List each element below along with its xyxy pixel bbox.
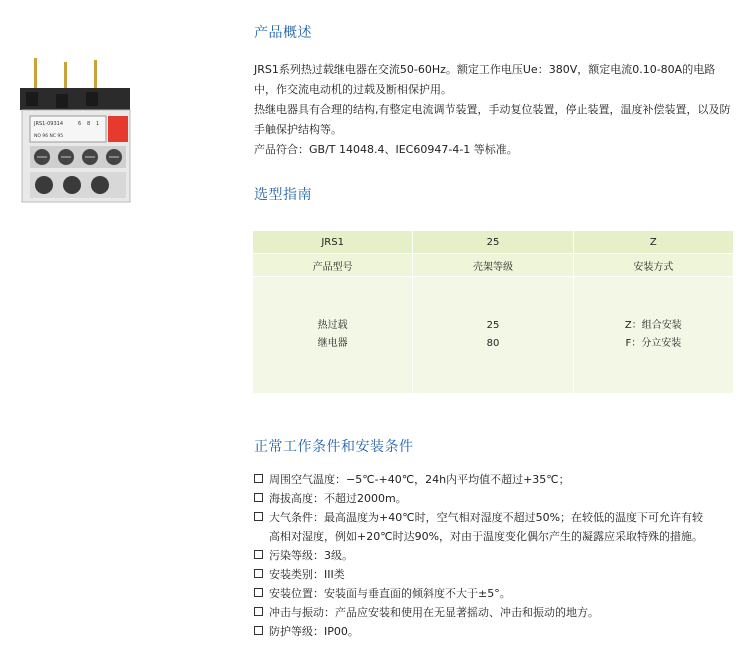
checkbox-icon — [254, 493, 263, 502]
list-item — [254, 508, 738, 546]
condition-text: 安装位置：安装面与垂直面的倾斜度不大于±5°。 — [269, 587, 511, 600]
condition-text: 大气条件：最高温度为+40℃时，空气相对湿度不超过50%；在较低的温度下可允许有较 — [269, 511, 704, 524]
condition-text: 防护等级：IP00。 — [269, 625, 359, 638]
relay-model-text: JRS1-09314 — [34, 121, 64, 127]
table-row — [253, 231, 734, 254]
relay-pin — [64, 62, 67, 92]
overview-text — [254, 60, 736, 160]
relay-dial-mark: 6 — [78, 121, 82, 127]
list-item — [254, 470, 738, 489]
list-item — [254, 622, 738, 641]
relay-product-image — [8, 58, 138, 208]
frame-grade-line: 80 — [486, 338, 500, 349]
list-item — [254, 565, 738, 584]
relay-terminal-row — [30, 146, 126, 168]
table-row — [253, 277, 734, 394]
table-cell — [253, 277, 413, 394]
list-item — [254, 603, 738, 622]
list-item — [254, 584, 738, 603]
product-type-line: 热过载 — [317, 320, 348, 331]
condition-text: 污染等级：3级。 — [269, 549, 353, 562]
relay-red-button — [108, 116, 128, 142]
frame-grade-line: 25 — [486, 320, 500, 331]
checkbox-icon — [254, 512, 263, 521]
list-item — [254, 489, 738, 508]
table-cell — [573, 277, 733, 394]
mount-type-line: F：分立安装 — [625, 338, 682, 349]
table-cell: Z — [573, 231, 733, 254]
relay-pin — [34, 58, 37, 88]
relay-dial-mark: 1 — [96, 121, 100, 127]
overview-paragraph: 产品符合：GB/T 14048.4、IEC60947-4-1 等标准。 — [254, 143, 518, 156]
condition-text: 安装类别：III类 — [269, 568, 345, 581]
relay-terminal-row — [30, 172, 126, 198]
overview-title: 产品概述 — [254, 25, 312, 41]
conditions-title: 正常工作条件和安装条件 — [254, 439, 414, 455]
relay-dial-mark: 8 — [87, 121, 91, 127]
checkbox-icon — [254, 569, 263, 578]
condition-text: 海拔高度：不超过2000m。 — [269, 492, 407, 505]
mount-type-line: Z：组合安装 — [624, 320, 682, 331]
table-cell — [413, 277, 573, 394]
relay-terminal-text: NO 96 NC 95 — [34, 134, 64, 139]
checkbox-icon — [254, 588, 263, 597]
list-item — [254, 546, 738, 565]
conditions-list — [254, 470, 738, 641]
overview-paragraph: 热继电器具有合理的结构,有整定电流调节装置，手动复位装置，停止装置，温度补偿装置，以及防手触保护结构等。 — [254, 103, 731, 136]
checkbox-icon — [254, 550, 263, 559]
relay-pin — [94, 60, 97, 90]
guide-title: 选型指南 — [254, 187, 312, 203]
table-row — [253, 254, 734, 277]
overview-paragraph: JRS1系列热过载继电器在交流50-60Hz。额定工作电压Ue：380V，额定电流0.10-80A的电路中，作交流电动机的过载及断相保护用。 — [254, 63, 716, 96]
table-header-cell: 壳架等级 — [413, 254, 573, 277]
condition-text: 周围空气温度：−5℃-+40℃，24h内平均值不超过+35℃； — [269, 473, 570, 486]
table-header-cell: 安装方式 — [573, 254, 733, 277]
table-header-cell: 产品型号 — [253, 254, 413, 277]
checkbox-icon — [254, 607, 263, 616]
condition-text: 高相对湿度，例如+20℃时达90%，对由于温度变化偶尔产生的凝露应采取特殊的措施。 — [269, 530, 704, 543]
table-cell: 25 — [413, 231, 573, 254]
condition-text: 冲击与振动：产品应安装和使用在无显著摇动、冲击和振动的地方。 — [269, 606, 599, 619]
table-cell: JRS1 — [253, 231, 413, 254]
checkbox-icon — [254, 474, 263, 483]
selection-guide-table — [252, 230, 734, 394]
product-type-line: 继电器 — [317, 338, 348, 349]
checkbox-icon — [254, 626, 263, 635]
